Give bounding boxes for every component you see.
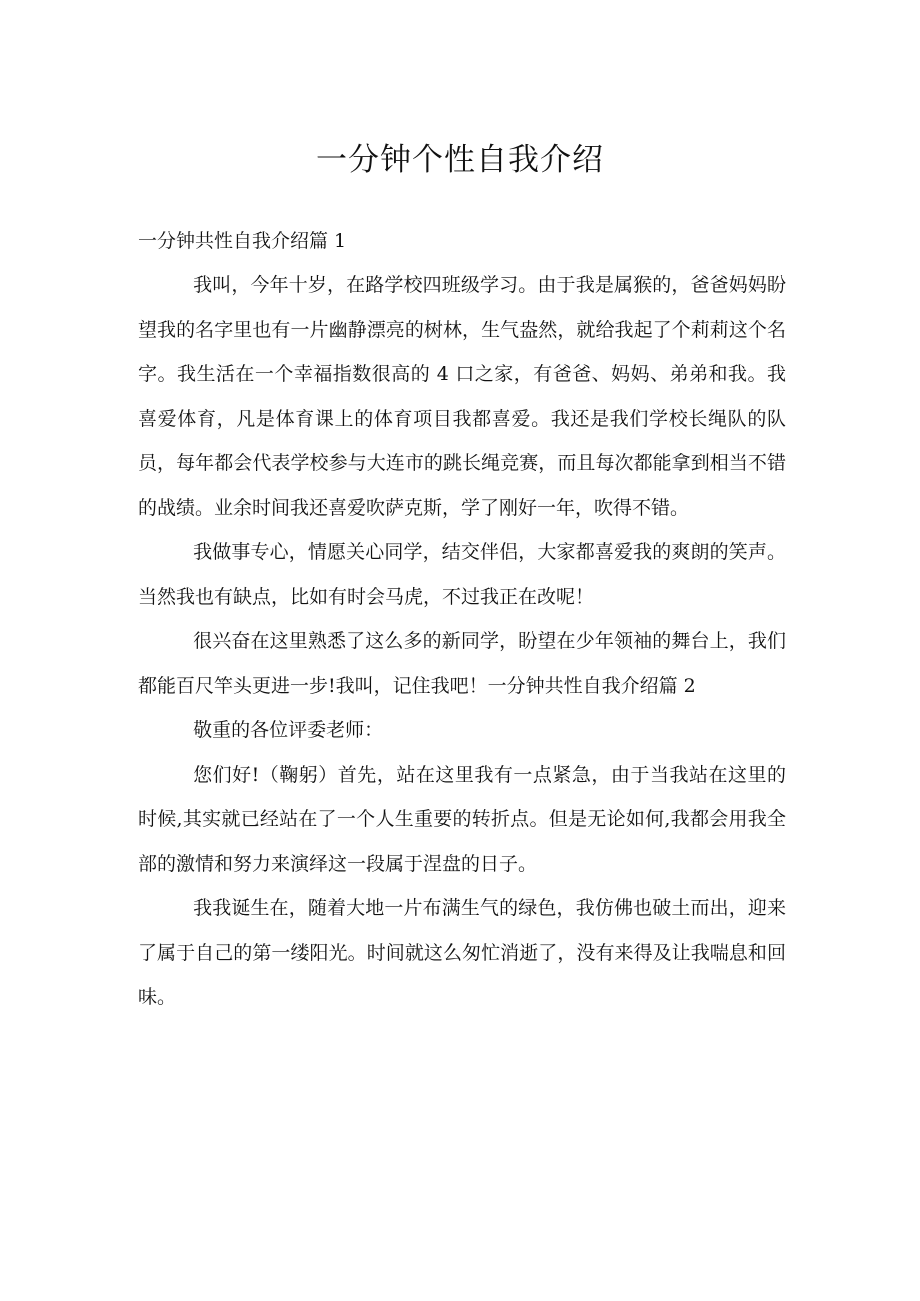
paragraph: 我做事专心，情愿关心同学，结交伴侣，大家都喜爱我的爽朗的笑声。当然我也有缺点，比如有时会马虎，不过我正在改呢！ — [138, 541, 786, 608]
paragraph: 您们好!（鞠躬）首先，站在这里我有一点紧急，由于当我站在这里的时候,其实就已经站在了一个人生重要的转折点。但是无论如何,我都会用我全部的激情和努力来演绎这一段属于涅盘的日子。 — [138, 763, 786, 875]
section-heading: 一分钟共性自我介绍篇 1 — [138, 230, 347, 252]
paragraph: 我叫，今年十岁，在路学校四班级学习。由于我是属猴的，爸爸妈妈盼望我的名字里也有一片幽静漂亮的树林，生气盎然，就给我起了个莉莉这个名字。我生活在一个幸福指数很高的 4 口之家，有爸爸、妈妈、弟弟和我。我喜爱体育，凡是体育课上的体育项目我都喜爱。我还是我们学校长绳队的队员，每年都会代表学校参与大连市的跳长绳竞赛，而且每次都能拿到相当不错的战绩。业余时间我还喜爱吹萨克斯，学了刚好一年，吹得不错。 — [138, 274, 786, 519]
paragraph: 敬重的各位评委老师： — [193, 719, 384, 741]
document-body — [138, 219, 786, 1020]
paragraph: 我我诞生在，随着大地一片布满生气的绿色，我仿佛也破土而出，迎来了属于自己的第一缕阳光。时间就这么匆忙消逝了，没有来得及让我喘息和回味。 — [138, 897, 786, 1008]
document-title: 一分钟个性自我介绍 — [316, 142, 604, 178]
paragraph: 很兴奋在这里熟悉了这么多的新同学，盼望在少年领袖的舞台上，我们都能百尺竿头更进一步!我叫，记住我吧！一分钟共性自我介绍篇 2 — [138, 630, 786, 697]
